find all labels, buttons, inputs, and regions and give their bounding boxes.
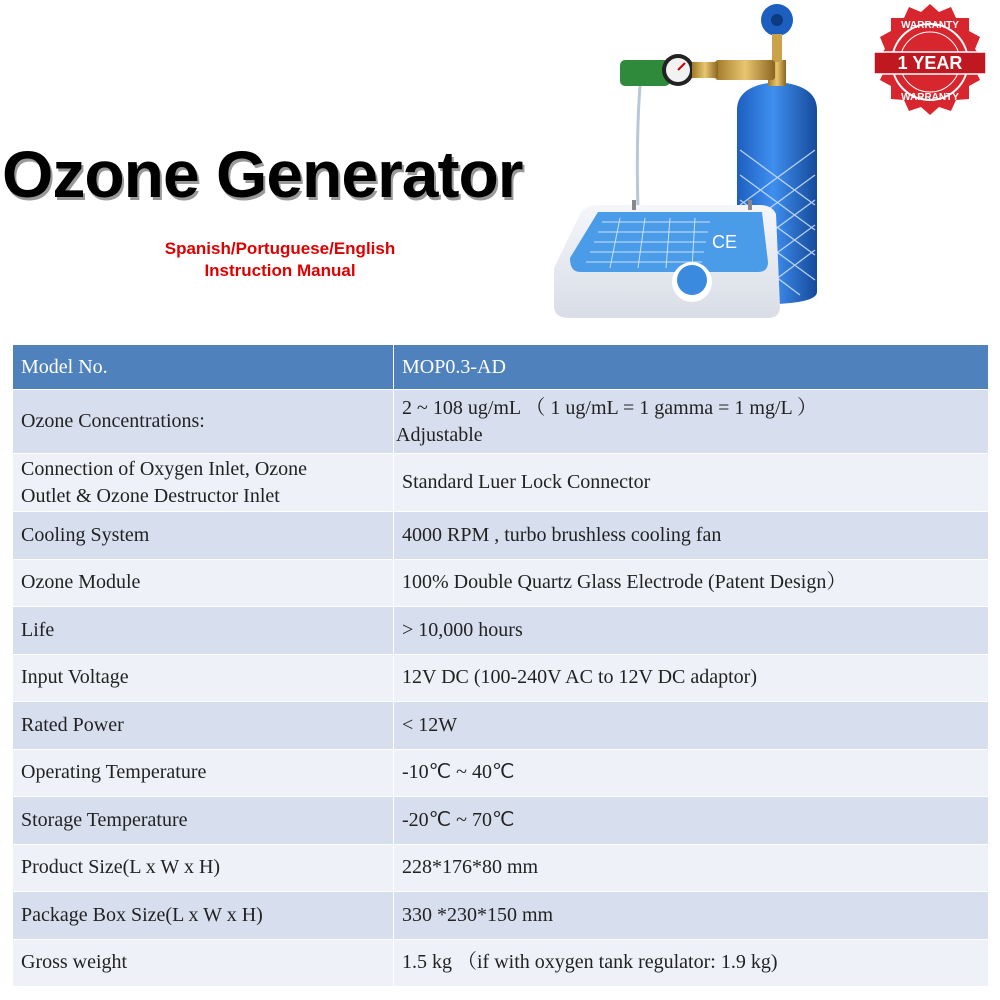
ce-mark: CE bbox=[712, 232, 738, 252]
row-value: -10℃ ~ 40℃ bbox=[394, 749, 989, 797]
table-row bbox=[13, 749, 989, 797]
row-label: Ozone Module bbox=[13, 559, 394, 607]
row-value: > 10,000 hours bbox=[394, 607, 989, 655]
row-label: Input Voltage bbox=[13, 654, 394, 702]
spec-table bbox=[12, 344, 989, 987]
row-value: 1.5 kg （if with oxygen tank regulator: 1.9 kg) bbox=[394, 939, 989, 987]
table-row bbox=[13, 892, 989, 940]
row-value: < 12W bbox=[394, 702, 989, 750]
row-label-line: Outlet & Ozone Destructor Inlet bbox=[21, 484, 280, 507]
row-value-line: Adjustable bbox=[396, 423, 483, 446]
manual-languages bbox=[130, 238, 430, 282]
badge-main-text: 1 YEAR bbox=[897, 53, 963, 73]
page-title: Ozone Generator bbox=[2, 137, 523, 211]
row-label-line: Connection of Oxygen Inlet, Ozone bbox=[21, 457, 308, 480]
badge-top-text: WARRANTY bbox=[901, 20, 959, 31]
valve-handwheel-icon bbox=[761, 4, 793, 62]
row-label bbox=[13, 454, 394, 512]
row-label: Operating Temperature bbox=[13, 749, 394, 797]
subtitle-line-manual: Instruction Manual bbox=[204, 261, 356, 280]
header-value-cell: MOP0.3-AD bbox=[394, 345, 989, 390]
row-value: 228*176*80 mm bbox=[394, 844, 989, 892]
row-label: Storage Temperature bbox=[13, 797, 394, 845]
table-row bbox=[13, 512, 989, 560]
table-row bbox=[13, 607, 989, 655]
subtitle-line-languages: Spanish/Portuguese/English bbox=[164, 239, 396, 258]
row-value-line: 2 ~ 108 ug/mL （ 1 ug/mL = 1 gamma = 1 mg/L ） bbox=[402, 396, 818, 419]
table-row bbox=[13, 654, 989, 702]
table-row bbox=[13, 702, 989, 750]
row-label: Life bbox=[13, 607, 394, 655]
badge-bottom-text: WARRANTY bbox=[901, 92, 959, 103]
row-label: Package Box Size(L x W x H) bbox=[13, 892, 394, 940]
table-row bbox=[13, 454, 989, 512]
table-row bbox=[13, 559, 989, 607]
table-row bbox=[13, 844, 989, 892]
ozone-generator-device bbox=[554, 200, 780, 318]
table-row bbox=[13, 390, 989, 454]
table-row bbox=[13, 797, 989, 845]
row-value: Standard Luer Lock Connector bbox=[394, 454, 989, 512]
table-header-row bbox=[13, 345, 989, 390]
row-value: 100% Double Quartz Glass Electrode (Patent Design） bbox=[394, 559, 989, 607]
row-value bbox=[394, 390, 989, 454]
product-image bbox=[540, 0, 870, 340]
row-value: -20℃ ~ 70℃ bbox=[394, 797, 989, 845]
warranty-badge bbox=[860, 2, 1000, 122]
row-label: Ozone Concentrations: bbox=[13, 390, 394, 454]
table-row bbox=[13, 939, 989, 987]
row-label: Product Size(L x W x H) bbox=[13, 844, 394, 892]
row-value: 4000 RPM , turbo brushless cooling fan bbox=[394, 512, 989, 560]
row-label: Gross weight bbox=[13, 939, 394, 987]
hero-banner bbox=[0, 0, 1000, 340]
row-value: 330 *230*150 mm bbox=[394, 892, 989, 940]
header-label-cell: Model No. bbox=[13, 345, 394, 390]
row-label: Rated Power bbox=[13, 702, 394, 750]
row-value: 12V DC (100-240V AC to 12V DC adaptor) bbox=[394, 654, 989, 702]
row-label: Cooling System bbox=[13, 512, 394, 560]
